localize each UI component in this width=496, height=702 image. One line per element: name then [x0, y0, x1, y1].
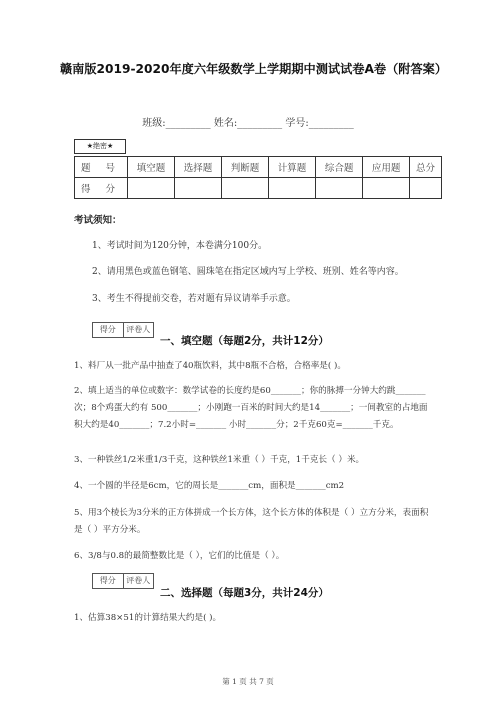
table-cell: 题 号 [75, 157, 128, 178]
question-item: 4、一个圆的半径是6cm，它的周长是_______cm，面积是_______cm2 [74, 481, 345, 491]
notes-heading: 考试须知： [74, 215, 122, 226]
student-info-line: 班级:_________ 姓名:_________ 学号:_________ [142, 118, 354, 129]
table-cell [363, 178, 410, 199]
note-item: 1、考试时间为120分钟，本卷满分100分。 [92, 241, 268, 251]
question-item: 1、估算38×51的计算结果大约是( )。 [74, 613, 222, 623]
page-title: 赣南版2019-2020年度六年级数学上学期期中测试试卷A卷（附答案） [60, 62, 448, 76]
score-table-score-row [75, 178, 442, 199]
grader-box [92, 322, 154, 338]
table-cell [128, 178, 175, 199]
section-heading: 二、选择题（每题3分，共计24分） [160, 587, 329, 599]
score-table [74, 156, 442, 199]
table-cell: 应用题 [363, 157, 410, 178]
section-heading: 一、填空题（每题2分，共计12分） [160, 335, 329, 347]
table-cell: 计算题 [269, 157, 316, 178]
note-item: 2、请用黑色或蓝色钢笔、圆珠笔在指定区域内写上学校、班别、姓名等内容。 [92, 267, 404, 277]
table-cell: 综合题 [316, 157, 363, 178]
question-item: 1、料厂从一批产品中抽查了40瓶饮料，其中8瓶不合格，合格率是( )。 [74, 361, 346, 371]
grader-name-label: 评卷人 [123, 323, 154, 337]
grader-box [92, 573, 154, 589]
score-table-header-row [75, 157, 442, 178]
note-item: 3、考生不得提前交卷，若对题有异议请举手示意。 [92, 294, 296, 304]
table-cell: 判断题 [222, 157, 269, 178]
table-cell: 得 分 [75, 178, 128, 199]
secret-badge: ★绝密★ [74, 139, 126, 154]
table-cell [222, 178, 269, 199]
table-cell: 总分 [410, 157, 442, 178]
grader-name-label: 评卷人 [123, 574, 154, 588]
table-cell: 选择题 [175, 157, 222, 178]
question-item: 3、一种铁丝1/2米重1/3千克，这种铁丝1米重（ ）千克，1千克长（ ）米。 [74, 455, 365, 465]
table-cell [410, 178, 442, 199]
page-footer: 第 1 页 共 7 页 [222, 677, 274, 686]
table-cell [269, 178, 316, 199]
question-item: 6、3/8与0.8的最简整数比是（ ），它们的比值是（ ）。 [74, 551, 285, 561]
grader-score-label: 得分 [99, 576, 116, 585]
grader-score-label: 得分 [99, 325, 116, 334]
question-item: 2、填上适当的单位或数字：数学试卷的长度约是60_______；你的脉搏一分钟大约跳_______次；8个鸡蛋大约有 500_______；小刚跑一百米的时间大约是14_______；一间教室的占地面积大约是40_______；7.2小时=_______ 小时_______分；2千克60克=_______千克。 [74, 386, 428, 430]
table-cell [316, 178, 363, 199]
question-item: 5、用3个棱长为3分米的正方体拼成一个长方体，这个长方体的体积是（ ）立方分米，表面积是（ ）平方分米。 [74, 508, 429, 535]
table-cell: 填空题 [128, 157, 175, 178]
table-cell [175, 178, 222, 199]
